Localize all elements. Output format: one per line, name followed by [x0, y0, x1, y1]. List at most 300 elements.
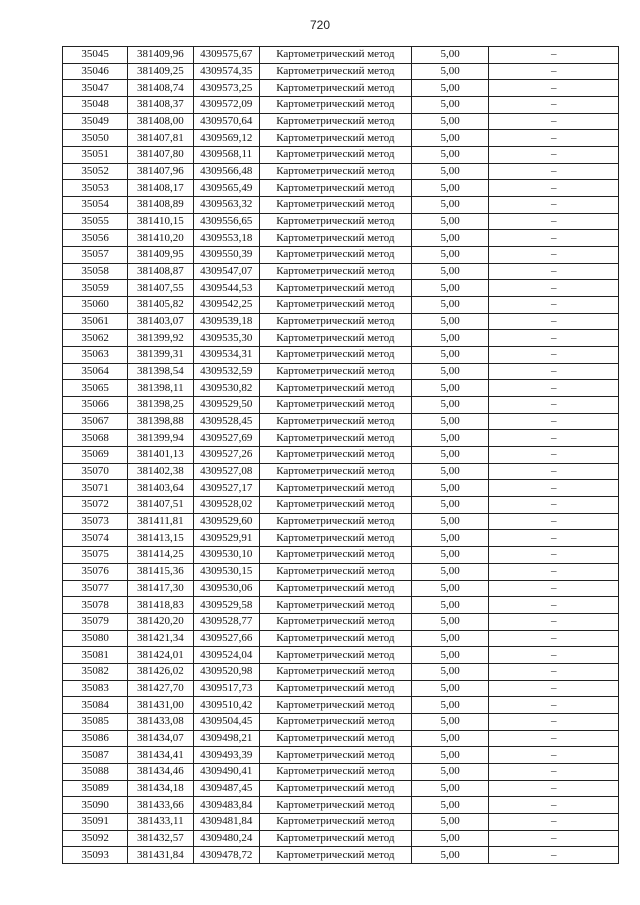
table-row [63, 380, 619, 397]
note-cell: – [489, 363, 619, 380]
method-cell: Картометрический метод [259, 613, 411, 630]
method-cell: Картометрический метод [259, 63, 411, 80]
point-id-cell: 35091 [63, 813, 128, 830]
table-row [63, 730, 619, 747]
point-id-cell: 35084 [63, 697, 128, 714]
method-cell: Картометрический метод [259, 497, 411, 514]
accuracy-cell: 5,00 [411, 847, 489, 864]
method-cell: Картометрический метод [259, 147, 411, 164]
method-cell: Картометрический метод [259, 347, 411, 364]
method-cell: Картометрический метод [259, 413, 411, 430]
y-coordinate-cell: 4309527,26 [193, 447, 259, 464]
y-coordinate-cell: 4309504,45 [193, 713, 259, 730]
y-coordinate-cell: 4309483,84 [193, 797, 259, 814]
accuracy-cell: 5,00 [411, 397, 489, 414]
accuracy-cell: 5,00 [411, 747, 489, 764]
y-coordinate-cell: 4309529,50 [193, 397, 259, 414]
method-cell: Картометрический метод [259, 797, 411, 814]
table-row [63, 63, 619, 80]
accuracy-cell: 5,00 [411, 763, 489, 780]
y-coordinate-cell: 4309572,09 [193, 97, 259, 114]
x-coordinate-cell: 381420,20 [128, 613, 193, 630]
method-cell: Картометрический метод [259, 280, 411, 297]
y-coordinate-cell: 4309529,91 [193, 530, 259, 547]
method-cell: Картометрический метод [259, 80, 411, 97]
y-coordinate-cell: 4309563,32 [193, 197, 259, 214]
method-cell: Картометрический метод [259, 447, 411, 464]
y-coordinate-cell: 4309539,18 [193, 313, 259, 330]
method-cell: Картометрический метод [259, 480, 411, 497]
note-cell: – [489, 263, 619, 280]
method-cell: Картометрический метод [259, 463, 411, 480]
y-coordinate-cell: 4309478,72 [193, 847, 259, 864]
table-row [63, 313, 619, 330]
table-row [63, 180, 619, 197]
note-cell: – [489, 763, 619, 780]
accuracy-cell: 5,00 [411, 413, 489, 430]
accuracy-cell: 5,00 [411, 580, 489, 597]
x-coordinate-cell: 381408,17 [128, 180, 193, 197]
table-row [63, 797, 619, 814]
point-id-cell: 35066 [63, 397, 128, 414]
table-row [63, 413, 619, 430]
point-id-cell: 35049 [63, 113, 128, 130]
table-row [63, 113, 619, 130]
table-row [63, 563, 619, 580]
y-coordinate-cell: 4309553,18 [193, 230, 259, 247]
accuracy-cell: 5,00 [411, 447, 489, 464]
method-cell: Картометрический метод [259, 430, 411, 447]
accuracy-cell: 5,00 [411, 363, 489, 380]
x-coordinate-cell: 381398,54 [128, 363, 193, 380]
x-coordinate-cell: 381398,88 [128, 413, 193, 430]
table-row [63, 463, 619, 480]
point-id-cell: 35073 [63, 513, 128, 530]
table-row [63, 147, 619, 164]
y-coordinate-cell: 4309480,24 [193, 830, 259, 847]
method-cell: Картометрический метод [259, 680, 411, 697]
x-coordinate-cell: 381409,95 [128, 247, 193, 264]
y-coordinate-cell: 4309520,98 [193, 663, 259, 680]
point-id-cell: 35068 [63, 430, 128, 447]
note-cell: – [489, 97, 619, 114]
table-row [63, 330, 619, 347]
method-cell: Картометрический метод [259, 563, 411, 580]
note-cell: – [489, 497, 619, 514]
note-cell: – [489, 680, 619, 697]
note-cell: – [489, 180, 619, 197]
x-coordinate-cell: 381421,34 [128, 630, 193, 647]
method-cell: Картометрический метод [259, 47, 411, 64]
table-row [63, 397, 619, 414]
note-cell: – [489, 513, 619, 530]
table-row [63, 247, 619, 264]
y-coordinate-cell: 4309530,10 [193, 547, 259, 564]
y-coordinate-cell: 4309527,69 [193, 430, 259, 447]
point-id-cell: 35092 [63, 830, 128, 847]
table-row [63, 780, 619, 797]
x-coordinate-cell: 381410,20 [128, 230, 193, 247]
point-id-cell: 35087 [63, 747, 128, 764]
point-id-cell: 35059 [63, 280, 128, 297]
accuracy-cell: 5,00 [411, 230, 489, 247]
accuracy-cell: 5,00 [411, 247, 489, 264]
y-coordinate-cell: 4309574,35 [193, 63, 259, 80]
y-coordinate-cell: 4309547,07 [193, 263, 259, 280]
note-cell: – [489, 847, 619, 864]
point-id-cell: 35058 [63, 263, 128, 280]
x-coordinate-cell: 381434,46 [128, 763, 193, 780]
note-cell: – [489, 247, 619, 264]
accuracy-cell: 5,00 [411, 547, 489, 564]
note-cell: – [489, 230, 619, 247]
table-row [63, 547, 619, 564]
table-row [63, 47, 619, 64]
note-cell: – [489, 813, 619, 830]
accuracy-cell: 5,00 [411, 347, 489, 364]
method-cell: Картометрический метод [259, 230, 411, 247]
y-coordinate-cell: 4309528,77 [193, 613, 259, 630]
point-id-cell: 35081 [63, 647, 128, 664]
point-id-cell: 35051 [63, 147, 128, 164]
method-cell: Картометрический метод [259, 197, 411, 214]
accuracy-cell: 5,00 [411, 830, 489, 847]
method-cell: Картометрический метод [259, 547, 411, 564]
y-coordinate-cell: 4309566,48 [193, 163, 259, 180]
method-cell: Картометрический метод [259, 130, 411, 147]
x-coordinate-cell: 381409,96 [128, 47, 193, 64]
note-cell: – [489, 697, 619, 714]
method-cell: Картометрический метод [259, 363, 411, 380]
table-row [63, 447, 619, 464]
point-id-cell: 35072 [63, 497, 128, 514]
x-coordinate-cell: 381401,13 [128, 447, 193, 464]
y-coordinate-cell: 4309535,30 [193, 330, 259, 347]
table-row [63, 813, 619, 830]
x-coordinate-cell: 381433,66 [128, 797, 193, 814]
y-coordinate-cell: 4309550,39 [193, 247, 259, 264]
point-id-cell: 35069 [63, 447, 128, 464]
table-row [63, 130, 619, 147]
x-coordinate-cell: 381434,07 [128, 730, 193, 747]
accuracy-cell: 5,00 [411, 313, 489, 330]
point-id-cell: 35077 [63, 580, 128, 597]
method-cell: Картометрический метод [259, 163, 411, 180]
y-coordinate-cell: 4309528,02 [193, 497, 259, 514]
y-coordinate-cell: 4309487,45 [193, 780, 259, 797]
x-coordinate-cell: 381415,36 [128, 563, 193, 580]
method-cell: Картометрический метод [259, 580, 411, 597]
table-row [63, 713, 619, 730]
y-coordinate-cell: 4309569,12 [193, 130, 259, 147]
table-row [63, 97, 619, 114]
method-cell: Картометрический метод [259, 780, 411, 797]
x-coordinate-cell: 381405,82 [128, 297, 193, 314]
y-coordinate-cell: 4309524,04 [193, 647, 259, 664]
note-cell: – [489, 147, 619, 164]
note-cell: – [489, 447, 619, 464]
x-coordinate-cell: 381398,25 [128, 397, 193, 414]
accuracy-cell: 5,00 [411, 680, 489, 697]
accuracy-cell: 5,00 [411, 163, 489, 180]
x-coordinate-cell: 381413,15 [128, 530, 193, 547]
x-coordinate-cell: 381409,25 [128, 63, 193, 80]
y-coordinate-cell: 4309498,21 [193, 730, 259, 747]
x-coordinate-cell: 381434,18 [128, 780, 193, 797]
x-coordinate-cell: 381427,70 [128, 680, 193, 697]
y-coordinate-cell: 4309528,45 [193, 413, 259, 430]
accuracy-cell: 5,00 [411, 297, 489, 314]
note-cell: – [489, 530, 619, 547]
page-number: 720 [309, 18, 331, 32]
note-cell: – [489, 613, 619, 630]
note-cell: – [489, 463, 619, 480]
y-coordinate-cell: 4309493,39 [193, 747, 259, 764]
accuracy-cell: 5,00 [411, 480, 489, 497]
x-coordinate-cell: 381418,83 [128, 597, 193, 614]
y-coordinate-cell: 4309529,60 [193, 513, 259, 530]
method-cell: Картометрический метод [259, 830, 411, 847]
note-cell: – [489, 830, 619, 847]
x-coordinate-cell: 381414,25 [128, 547, 193, 564]
x-coordinate-cell: 381398,11 [128, 380, 193, 397]
note-cell: – [489, 547, 619, 564]
note-cell: – [489, 480, 619, 497]
note-cell: – [489, 213, 619, 230]
table-row [63, 197, 619, 214]
method-cell: Картометрический метод [259, 263, 411, 280]
x-coordinate-cell: 381403,64 [128, 480, 193, 497]
point-id-cell: 35075 [63, 547, 128, 564]
note-cell: – [489, 747, 619, 764]
note-cell: – [489, 347, 619, 364]
accuracy-cell: 5,00 [411, 263, 489, 280]
table-row [63, 763, 619, 780]
table-row [63, 497, 619, 514]
table-row [63, 680, 619, 697]
method-cell: Картометрический метод [259, 297, 411, 314]
method-cell: Картометрический метод [259, 813, 411, 830]
accuracy-cell: 5,00 [411, 563, 489, 580]
point-id-cell: 35090 [63, 797, 128, 814]
method-cell: Картометрический метод [259, 380, 411, 397]
note-cell: – [489, 580, 619, 597]
y-coordinate-cell: 4309490,41 [193, 763, 259, 780]
point-id-cell: 35060 [63, 297, 128, 314]
accuracy-cell: 5,00 [411, 330, 489, 347]
y-coordinate-cell: 4309530,06 [193, 580, 259, 597]
point-id-cell: 35065 [63, 380, 128, 397]
y-coordinate-cell: 4309527,08 [193, 463, 259, 480]
note-cell: – [489, 797, 619, 814]
x-coordinate-cell: 381399,92 [128, 330, 193, 347]
note-cell: – [489, 80, 619, 97]
y-coordinate-cell: 4309570,64 [193, 113, 259, 130]
note-cell: – [489, 197, 619, 214]
accuracy-cell: 5,00 [411, 647, 489, 664]
y-coordinate-cell: 4309573,25 [193, 80, 259, 97]
accuracy-cell: 5,00 [411, 663, 489, 680]
x-coordinate-cell: 381431,00 [128, 697, 193, 714]
point-id-cell: 35055 [63, 213, 128, 230]
x-coordinate-cell: 381399,31 [128, 347, 193, 364]
note-cell: – [489, 730, 619, 747]
point-id-cell: 35057 [63, 247, 128, 264]
note-cell: – [489, 647, 619, 664]
point-id-cell: 35054 [63, 197, 128, 214]
y-coordinate-cell: 4309527,17 [193, 480, 259, 497]
note-cell: – [489, 280, 619, 297]
method-cell: Картометрический метод [259, 597, 411, 614]
y-coordinate-cell: 4309544,53 [193, 280, 259, 297]
method-cell: Картометрический метод [259, 647, 411, 664]
table-row [63, 830, 619, 847]
point-id-cell: 35067 [63, 413, 128, 430]
method-cell: Картометрический метод [259, 663, 411, 680]
accuracy-cell: 5,00 [411, 113, 489, 130]
point-id-cell: 35050 [63, 130, 128, 147]
table-row [63, 480, 619, 497]
y-coordinate-cell: 4309542,25 [193, 297, 259, 314]
x-coordinate-cell: 381411,81 [128, 513, 193, 530]
method-cell: Картометрический метод [259, 513, 411, 530]
note-cell: – [489, 113, 619, 130]
point-id-cell: 35089 [63, 780, 128, 797]
note-cell: – [489, 380, 619, 397]
accuracy-cell: 5,00 [411, 130, 489, 147]
x-coordinate-cell: 381402,38 [128, 463, 193, 480]
point-id-cell: 35046 [63, 63, 128, 80]
table-body [63, 47, 619, 864]
x-coordinate-cell: 381407,80 [128, 147, 193, 164]
table-row [63, 163, 619, 180]
y-coordinate-cell: 4309530,82 [193, 380, 259, 397]
x-coordinate-cell: 381408,74 [128, 80, 193, 97]
table-row [63, 297, 619, 314]
point-id-cell: 35080 [63, 630, 128, 647]
x-coordinate-cell: 381407,55 [128, 280, 193, 297]
table-row [63, 663, 619, 680]
accuracy-cell: 5,00 [411, 430, 489, 447]
x-coordinate-cell: 381433,11 [128, 813, 193, 830]
accuracy-cell: 5,00 [411, 63, 489, 80]
table-row [63, 347, 619, 364]
table-row [63, 363, 619, 380]
accuracy-cell: 5,00 [411, 697, 489, 714]
point-id-cell: 35045 [63, 47, 128, 64]
method-cell: Картометрический метод [259, 530, 411, 547]
method-cell: Картометрический метод [259, 630, 411, 647]
method-cell: Картометрический метод [259, 847, 411, 864]
accuracy-cell: 5,00 [411, 497, 489, 514]
x-coordinate-cell: 381407,51 [128, 497, 193, 514]
table-row [63, 530, 619, 547]
x-coordinate-cell: 381408,89 [128, 197, 193, 214]
accuracy-cell: 5,00 [411, 463, 489, 480]
accuracy-cell: 5,00 [411, 80, 489, 97]
point-id-cell: 35078 [63, 597, 128, 614]
table-row [63, 263, 619, 280]
note-cell: – [489, 413, 619, 430]
note-cell: – [489, 397, 619, 414]
note-cell: – [489, 563, 619, 580]
method-cell: Картометрический метод [259, 213, 411, 230]
table-row [63, 280, 619, 297]
note-cell: – [489, 130, 619, 147]
point-id-cell: 35085 [63, 713, 128, 730]
note-cell: – [489, 663, 619, 680]
y-coordinate-cell: 4309527,66 [193, 630, 259, 647]
note-cell: – [489, 330, 619, 347]
note-cell: – [489, 297, 619, 314]
accuracy-cell: 5,00 [411, 780, 489, 797]
point-id-cell: 35061 [63, 313, 128, 330]
point-id-cell: 35074 [63, 530, 128, 547]
accuracy-cell: 5,00 [411, 180, 489, 197]
point-id-cell: 35088 [63, 763, 128, 780]
x-coordinate-cell: 381410,15 [128, 213, 193, 230]
table-row [63, 513, 619, 530]
x-coordinate-cell: 381417,30 [128, 580, 193, 597]
note-cell: – [489, 430, 619, 447]
y-coordinate-cell: 4309517,73 [193, 680, 259, 697]
table-row [63, 847, 619, 864]
point-id-cell: 35076 [63, 563, 128, 580]
table-row [63, 647, 619, 664]
accuracy-cell: 5,00 [411, 513, 489, 530]
x-coordinate-cell: 381431,84 [128, 847, 193, 864]
note-cell: – [489, 630, 619, 647]
method-cell: Картометрический метод [259, 397, 411, 414]
table-row [63, 613, 619, 630]
point-id-cell: 35093 [63, 847, 128, 864]
point-id-cell: 35053 [63, 180, 128, 197]
accuracy-cell: 5,00 [411, 147, 489, 164]
accuracy-cell: 5,00 [411, 47, 489, 64]
x-coordinate-cell: 381426,02 [128, 663, 193, 680]
point-id-cell: 35052 [63, 163, 128, 180]
note-cell: – [489, 163, 619, 180]
accuracy-cell: 5,00 [411, 213, 489, 230]
method-cell: Картометрический метод [259, 763, 411, 780]
point-id-cell: 35082 [63, 663, 128, 680]
point-id-cell: 35086 [63, 730, 128, 747]
x-coordinate-cell: 381408,87 [128, 263, 193, 280]
x-coordinate-cell: 381408,37 [128, 97, 193, 114]
table-row [63, 213, 619, 230]
y-coordinate-cell: 4309510,42 [193, 697, 259, 714]
x-coordinate-cell: 381424,01 [128, 647, 193, 664]
point-id-cell: 35047 [63, 80, 128, 97]
point-id-cell: 35064 [63, 363, 128, 380]
table-row [63, 697, 619, 714]
y-coordinate-cell: 4309565,49 [193, 180, 259, 197]
table-row [63, 430, 619, 447]
y-coordinate-cell: 4309575,67 [193, 47, 259, 64]
point-id-cell: 35083 [63, 680, 128, 697]
x-coordinate-cell: 381433,08 [128, 713, 193, 730]
accuracy-cell: 5,00 [411, 730, 489, 747]
y-coordinate-cell: 4309568,11 [193, 147, 259, 164]
table-row [63, 580, 619, 597]
table-row [63, 80, 619, 97]
x-coordinate-cell: 381399,94 [128, 430, 193, 447]
table-row [63, 597, 619, 614]
table-row [63, 747, 619, 764]
method-cell: Картометрический метод [259, 247, 411, 264]
table-row [63, 230, 619, 247]
accuracy-cell: 5,00 [411, 280, 489, 297]
